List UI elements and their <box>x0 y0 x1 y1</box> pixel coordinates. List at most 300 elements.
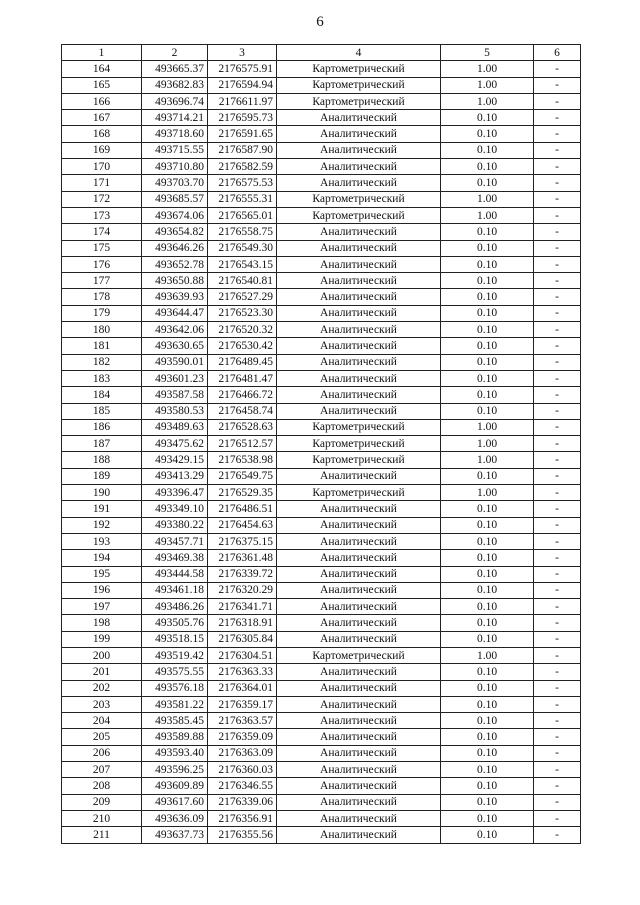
table-row <box>62 810 581 826</box>
x-coordinate-cell: 493682.83 <box>142 77 208 93</box>
description-cell: - <box>534 175 581 191</box>
table-row <box>62 778 581 794</box>
point-number-cell: 203 <box>62 696 142 712</box>
description-cell: - <box>534 159 581 175</box>
table-row <box>62 419 581 435</box>
point-number-cell: 177 <box>62 273 142 289</box>
accuracy-cell: 1.00 <box>441 93 534 109</box>
method-cell: Аналитический <box>277 599 441 615</box>
description-cell: - <box>534 599 581 615</box>
method-cell: Аналитический <box>277 338 441 354</box>
method-cell: Аналитический <box>277 322 441 338</box>
method-cell: Картометрический <box>277 419 441 435</box>
method-cell: Картометрический <box>277 191 441 207</box>
x-coordinate-cell: 493486.26 <box>142 599 208 615</box>
method-cell: Картометрический <box>277 93 441 109</box>
method-cell: Картометрический <box>277 485 441 501</box>
x-coordinate-cell: 493718.60 <box>142 126 208 142</box>
x-coordinate-cell: 493674.06 <box>142 207 208 223</box>
table-row <box>62 354 581 370</box>
accuracy-cell: 0.10 <box>441 615 534 631</box>
x-coordinate-cell: 493636.09 <box>142 810 208 826</box>
table-row <box>62 61 581 77</box>
page-number: 6 <box>316 14 324 30</box>
method-cell: Аналитический <box>277 273 441 289</box>
description-cell: - <box>534 794 581 810</box>
description-cell: - <box>534 240 581 256</box>
point-number-cell: 184 <box>62 387 142 403</box>
point-number-cell: 211 <box>62 827 142 843</box>
y-coordinate-cell: 2176489.45 <box>208 354 277 370</box>
y-coordinate-cell: 2176582.59 <box>208 159 277 175</box>
method-cell: Аналитический <box>277 126 441 142</box>
y-coordinate-cell: 2176595.73 <box>208 110 277 126</box>
x-coordinate-cell: 493519.42 <box>142 647 208 663</box>
column-header: 2 <box>142 45 208 61</box>
point-number-cell: 168 <box>62 126 142 142</box>
method-cell: Аналитический <box>277 680 441 696</box>
table-row <box>62 224 581 240</box>
point-number-cell: 170 <box>62 159 142 175</box>
x-coordinate-cell: 493644.47 <box>142 305 208 321</box>
point-number-cell: 175 <box>62 240 142 256</box>
x-coordinate-cell: 493617.60 <box>142 794 208 810</box>
table-row <box>62 305 581 321</box>
x-coordinate-cell: 493413.29 <box>142 468 208 484</box>
point-number-cell: 174 <box>62 224 142 240</box>
accuracy-cell: 0.10 <box>441 501 534 517</box>
method-cell: Аналитический <box>277 664 441 680</box>
point-number-cell: 200 <box>62 647 142 663</box>
method-cell: Аналитический <box>277 256 441 272</box>
method-cell: Аналитический <box>277 517 441 533</box>
accuracy-cell: 0.10 <box>441 273 534 289</box>
description-cell: - <box>534 762 581 778</box>
point-number-cell: 194 <box>62 550 142 566</box>
method-cell: Аналитический <box>277 762 441 778</box>
method-cell: Аналитический <box>277 582 441 598</box>
y-coordinate-cell: 2176305.84 <box>208 631 277 647</box>
accuracy-cell: 0.10 <box>441 289 534 305</box>
method-cell: Картометрический <box>277 61 441 77</box>
method-cell: Аналитический <box>277 696 441 712</box>
method-cell: Картометрический <box>277 436 441 452</box>
method-cell: Аналитический <box>277 354 441 370</box>
method-cell: Аналитический <box>277 175 441 191</box>
table-row <box>62 517 581 533</box>
y-coordinate-cell: 2176530.42 <box>208 338 277 354</box>
table-row <box>62 289 581 305</box>
x-coordinate-cell: 493642.06 <box>142 322 208 338</box>
x-coordinate-cell: 493380.22 <box>142 517 208 533</box>
point-number-cell: 166 <box>62 93 142 109</box>
point-number-cell: 202 <box>62 680 142 696</box>
accuracy-cell: 0.10 <box>441 322 534 338</box>
table-row <box>62 566 581 582</box>
accuracy-cell: 0.10 <box>441 159 534 175</box>
x-coordinate-cell: 493587.58 <box>142 387 208 403</box>
y-coordinate-cell: 2176549.30 <box>208 240 277 256</box>
x-coordinate-cell: 493696.74 <box>142 93 208 109</box>
table-row <box>62 403 581 419</box>
y-coordinate-cell: 2176486.51 <box>208 501 277 517</box>
x-coordinate-cell: 493714.21 <box>142 110 208 126</box>
table-row <box>62 370 581 386</box>
accuracy-cell: 0.10 <box>441 794 534 810</box>
table-row <box>62 436 581 452</box>
point-number-cell: 165 <box>62 77 142 93</box>
method-cell: Аналитический <box>277 501 441 517</box>
table-row <box>62 631 581 647</box>
y-coordinate-cell: 2176320.29 <box>208 582 277 598</box>
description-cell: - <box>534 273 581 289</box>
x-coordinate-cell: 493715.55 <box>142 142 208 158</box>
y-coordinate-cell: 2176375.15 <box>208 533 277 549</box>
description-cell: - <box>534 485 581 501</box>
point-number-cell: 188 <box>62 452 142 468</box>
accuracy-cell: 0.10 <box>441 370 534 386</box>
table-row <box>62 550 581 566</box>
y-coordinate-cell: 2176565.01 <box>208 207 277 223</box>
method-cell: Аналитический <box>277 729 441 745</box>
accuracy-cell: 1.00 <box>441 207 534 223</box>
point-number-cell: 181 <box>62 338 142 354</box>
x-coordinate-cell: 493596.25 <box>142 762 208 778</box>
point-number-cell: 167 <box>62 110 142 126</box>
description-cell: - <box>534 631 581 647</box>
table-row <box>62 533 581 549</box>
point-number-cell: 208 <box>62 778 142 794</box>
y-coordinate-cell: 2176360.03 <box>208 762 277 778</box>
point-number-cell: 176 <box>62 256 142 272</box>
table-row <box>62 322 581 338</box>
accuracy-cell: 0.10 <box>441 305 534 321</box>
method-cell: Аналитический <box>277 159 441 175</box>
y-coordinate-cell: 2176575.91 <box>208 61 277 77</box>
point-number-cell: 190 <box>62 485 142 501</box>
point-number-cell: 169 <box>62 142 142 158</box>
point-number-cell: 210 <box>62 810 142 826</box>
accuracy-cell: 0.10 <box>441 354 534 370</box>
description-cell: - <box>534 550 581 566</box>
y-coordinate-cell: 2176466.72 <box>208 387 277 403</box>
method-cell: Аналитический <box>277 615 441 631</box>
y-coordinate-cell: 2176594.94 <box>208 77 277 93</box>
table-row <box>62 729 581 745</box>
table-row <box>62 387 581 403</box>
method-cell: Аналитический <box>277 794 441 810</box>
x-coordinate-cell: 493589.88 <box>142 729 208 745</box>
x-coordinate-cell: 493646.26 <box>142 240 208 256</box>
x-coordinate-cell: 493639.93 <box>142 289 208 305</box>
description-cell: - <box>534 322 581 338</box>
description-cell: - <box>534 191 581 207</box>
accuracy-cell: 1.00 <box>441 191 534 207</box>
point-number-cell: 209 <box>62 794 142 810</box>
y-coordinate-cell: 2176555.31 <box>208 191 277 207</box>
method-cell: Аналитический <box>277 827 441 843</box>
x-coordinate-cell: 493469.38 <box>142 550 208 566</box>
table-row <box>62 696 581 712</box>
point-number-cell: 192 <box>62 517 142 533</box>
y-coordinate-cell: 2176356.91 <box>208 810 277 826</box>
point-number-cell: 197 <box>62 599 142 615</box>
point-number-cell: 164 <box>62 61 142 77</box>
method-cell: Аналитический <box>277 289 441 305</box>
description-cell: - <box>534 61 581 77</box>
accuracy-cell: 0.10 <box>441 224 534 240</box>
accuracy-cell: 0.10 <box>441 810 534 826</box>
column-header: 1 <box>62 45 142 61</box>
x-coordinate-cell: 493609.89 <box>142 778 208 794</box>
point-number-cell: 205 <box>62 729 142 745</box>
y-coordinate-cell: 2176458.74 <box>208 403 277 419</box>
accuracy-cell: 0.10 <box>441 533 534 549</box>
table-row <box>62 110 581 126</box>
accuracy-cell: 0.10 <box>441 631 534 647</box>
description-cell: - <box>534 778 581 794</box>
accuracy-cell: 0.10 <box>441 729 534 745</box>
y-coordinate-cell: 2176346.55 <box>208 778 277 794</box>
table-header <box>62 45 581 61</box>
method-cell: Аналитический <box>277 778 441 794</box>
description-cell: - <box>534 110 581 126</box>
x-coordinate-cell: 493489.63 <box>142 419 208 435</box>
x-coordinate-cell: 493665.37 <box>142 61 208 77</box>
x-coordinate-cell: 493703.70 <box>142 175 208 191</box>
column-header: 5 <box>441 45 534 61</box>
method-cell: Аналитический <box>277 533 441 549</box>
description-cell: - <box>534 680 581 696</box>
coordinates-table <box>61 44 581 844</box>
y-coordinate-cell: 2176558.75 <box>208 224 277 240</box>
accuracy-cell: 0.10 <box>441 696 534 712</box>
method-cell: Картометрический <box>277 77 441 93</box>
x-coordinate-cell: 493654.82 <box>142 224 208 240</box>
method-cell: Аналитический <box>277 550 441 566</box>
point-number-cell: 193 <box>62 533 142 549</box>
point-number-cell: 180 <box>62 322 142 338</box>
y-coordinate-cell: 2176543.15 <box>208 256 277 272</box>
method-cell: Аналитический <box>277 566 441 582</box>
point-number-cell: 191 <box>62 501 142 517</box>
description-cell: - <box>534 647 581 663</box>
x-coordinate-cell: 493652.78 <box>142 256 208 272</box>
y-coordinate-cell: 2176361.48 <box>208 550 277 566</box>
description-cell: - <box>534 126 581 142</box>
table-row <box>62 126 581 142</box>
accuracy-cell: 1.00 <box>441 485 534 501</box>
method-cell: Аналитический <box>277 305 441 321</box>
description-cell: - <box>534 566 581 582</box>
y-coordinate-cell: 2176363.09 <box>208 745 277 761</box>
method-cell: Картометрический <box>277 647 441 663</box>
y-coordinate-cell: 2176528.63 <box>208 419 277 435</box>
table-row <box>62 599 581 615</box>
description-cell: - <box>534 354 581 370</box>
accuracy-cell: 1.00 <box>441 647 534 663</box>
accuracy-cell: 0.10 <box>441 664 534 680</box>
table-row <box>62 827 581 843</box>
description-cell: - <box>534 745 581 761</box>
accuracy-cell: 0.10 <box>441 142 534 158</box>
point-number-cell: 206 <box>62 745 142 761</box>
y-coordinate-cell: 2176318.91 <box>208 615 277 631</box>
table-row <box>62 647 581 663</box>
point-number-cell: 183 <box>62 370 142 386</box>
x-coordinate-cell: 493575.55 <box>142 664 208 680</box>
point-number-cell: 172 <box>62 191 142 207</box>
method-cell: Аналитический <box>277 370 441 386</box>
table-row <box>62 240 581 256</box>
table-row <box>62 485 581 501</box>
x-coordinate-cell: 493444.58 <box>142 566 208 582</box>
description-cell: - <box>534 403 581 419</box>
y-coordinate-cell: 2176587.90 <box>208 142 277 158</box>
point-number-cell: 207 <box>62 762 142 778</box>
accuracy-cell: 0.10 <box>441 778 534 794</box>
accuracy-cell: 0.10 <box>441 338 534 354</box>
accuracy-cell: 1.00 <box>441 452 534 468</box>
description-cell: - <box>534 370 581 386</box>
point-number-cell: 189 <box>62 468 142 484</box>
x-coordinate-cell: 493637.73 <box>142 827 208 843</box>
table-row <box>62 77 581 93</box>
y-coordinate-cell: 2176523.30 <box>208 305 277 321</box>
description-cell: - <box>534 582 581 598</box>
accuracy-cell: 0.10 <box>441 599 534 615</box>
table-body <box>62 61 581 843</box>
description-cell: - <box>534 207 581 223</box>
column-header: 4 <box>277 45 441 61</box>
accuracy-cell: 0.10 <box>441 762 534 778</box>
table-row <box>62 273 581 289</box>
method-cell: Аналитический <box>277 468 441 484</box>
x-coordinate-cell: 493630.65 <box>142 338 208 354</box>
table-row <box>62 338 581 354</box>
y-coordinate-cell: 2176611.97 <box>208 93 277 109</box>
method-cell: Аналитический <box>277 810 441 826</box>
x-coordinate-cell: 493461.18 <box>142 582 208 598</box>
description-cell: - <box>534 729 581 745</box>
accuracy-cell: 0.10 <box>441 517 534 533</box>
accuracy-cell: 0.10 <box>441 566 534 582</box>
description-cell: - <box>534 77 581 93</box>
table-row <box>62 93 581 109</box>
accuracy-cell: 0.10 <box>441 582 534 598</box>
method-cell: Аналитический <box>277 110 441 126</box>
point-number-cell: 173 <box>62 207 142 223</box>
method-cell: Аналитический <box>277 142 441 158</box>
description-cell: - <box>534 615 581 631</box>
y-coordinate-cell: 2176339.72 <box>208 566 277 582</box>
y-coordinate-cell: 2176512.57 <box>208 436 277 452</box>
description-cell: - <box>534 468 581 484</box>
table-row <box>62 191 581 207</box>
y-coordinate-cell: 2176481.47 <box>208 370 277 386</box>
description-cell: - <box>534 224 581 240</box>
description-cell: - <box>534 419 581 435</box>
x-coordinate-cell: 493685.57 <box>142 191 208 207</box>
x-coordinate-cell: 493576.18 <box>142 680 208 696</box>
point-number-cell: 185 <box>62 403 142 419</box>
y-coordinate-cell: 2176363.33 <box>208 664 277 680</box>
table-row <box>62 680 581 696</box>
point-number-cell: 187 <box>62 436 142 452</box>
accuracy-cell: 0.10 <box>441 387 534 403</box>
table-row <box>62 745 581 761</box>
description-cell: - <box>534 93 581 109</box>
point-number-cell: 171 <box>62 175 142 191</box>
table-row <box>62 762 581 778</box>
y-coordinate-cell: 2176359.17 <box>208 696 277 712</box>
accuracy-cell: 0.10 <box>441 827 534 843</box>
y-coordinate-cell: 2176355.56 <box>208 827 277 843</box>
accuracy-cell: 1.00 <box>441 419 534 435</box>
table-row <box>62 615 581 631</box>
accuracy-cell: 1.00 <box>441 61 534 77</box>
x-coordinate-cell: 493429.15 <box>142 452 208 468</box>
description-cell: - <box>534 501 581 517</box>
table-row <box>62 468 581 484</box>
y-coordinate-cell: 2176359.09 <box>208 729 277 745</box>
description-cell: - <box>534 305 581 321</box>
y-coordinate-cell: 2176527.29 <box>208 289 277 305</box>
method-cell: Аналитический <box>277 224 441 240</box>
description-cell: - <box>534 452 581 468</box>
point-number-cell: 198 <box>62 615 142 631</box>
table-row <box>62 142 581 158</box>
point-number-cell: 204 <box>62 713 142 729</box>
method-cell: Аналитический <box>277 745 441 761</box>
description-cell: - <box>534 827 581 843</box>
table-row <box>62 256 581 272</box>
method-cell: Картометрический <box>277 207 441 223</box>
table-row <box>62 664 581 680</box>
point-number-cell: 195 <box>62 566 142 582</box>
column-header: 3 <box>208 45 277 61</box>
y-coordinate-cell: 2176363.57 <box>208 713 277 729</box>
column-header: 6 <box>534 45 581 61</box>
table-row <box>62 582 581 598</box>
point-number-cell: 182 <box>62 354 142 370</box>
accuracy-cell: 0.10 <box>441 256 534 272</box>
description-cell: - <box>534 338 581 354</box>
x-coordinate-cell: 493457.71 <box>142 533 208 549</box>
accuracy-cell: 0.10 <box>441 240 534 256</box>
table-row <box>62 794 581 810</box>
table-row <box>62 207 581 223</box>
y-coordinate-cell: 2176540.81 <box>208 273 277 289</box>
accuracy-cell: 0.10 <box>441 175 534 191</box>
x-coordinate-cell: 493585.45 <box>142 713 208 729</box>
x-coordinate-cell: 493601.23 <box>142 370 208 386</box>
y-coordinate-cell: 2176529.35 <box>208 485 277 501</box>
description-cell: - <box>534 436 581 452</box>
y-coordinate-cell: 2176520.32 <box>208 322 277 338</box>
x-coordinate-cell: 493396.47 <box>142 485 208 501</box>
x-coordinate-cell: 493581.22 <box>142 696 208 712</box>
table-row <box>62 501 581 517</box>
x-coordinate-cell: 493580.53 <box>142 403 208 419</box>
point-number-cell: 199 <box>62 631 142 647</box>
method-cell: Аналитический <box>277 403 441 419</box>
y-coordinate-cell: 2176304.51 <box>208 647 277 663</box>
description-cell: - <box>534 810 581 826</box>
accuracy-cell: 1.00 <box>441 436 534 452</box>
accuracy-cell: 0.10 <box>441 468 534 484</box>
y-coordinate-cell: 2176591.65 <box>208 126 277 142</box>
